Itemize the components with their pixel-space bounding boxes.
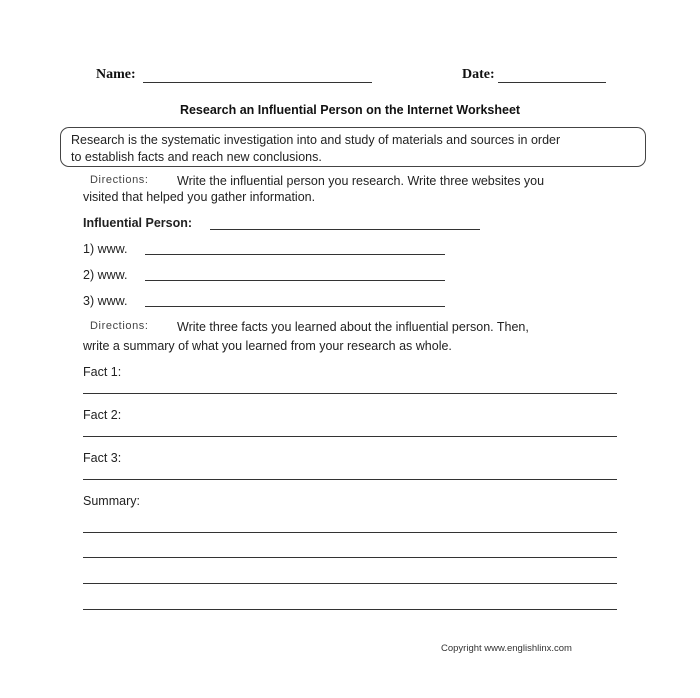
worksheet-title: Research an Influential Person on the Internet Worksheet xyxy=(179,103,521,117)
directions-1-line-1: Write the influential person you research. Write three websites you xyxy=(177,174,545,188)
influential-person-line[interactable] xyxy=(210,229,480,230)
website-3-label: 3) www. xyxy=(83,294,128,308)
name-line[interactable] xyxy=(143,82,372,83)
definition-line-2: to establish facts and reach new conclusions. xyxy=(71,150,322,164)
fact-2-label: Fact 2: xyxy=(83,408,122,422)
directions-label-1: Directions: xyxy=(90,174,149,186)
website-3-line[interactable] xyxy=(145,306,445,307)
name-label: Name: xyxy=(96,67,136,82)
fact-2-line[interactable] xyxy=(83,436,617,437)
directions-2-line-1: Write three facts you learned about the influential person. Then, xyxy=(177,320,529,334)
directions-2-line-2: write a summary of what you learned from your research as whole. xyxy=(83,339,452,353)
website-1-label: 1) www. xyxy=(83,242,128,256)
summary-line-2[interactable] xyxy=(83,557,617,558)
fact-3-line[interactable] xyxy=(83,479,617,480)
summary-line-4[interactable] xyxy=(83,609,617,610)
fact-3-label: Fact 3: xyxy=(83,451,122,465)
fact-1-label: Fact 1: xyxy=(83,365,122,379)
date-label: Date: xyxy=(462,67,495,82)
website-2-label: 2) www. xyxy=(83,268,128,282)
website-1-line[interactable] xyxy=(145,254,445,255)
definition-line-1: Research is the systematic investigation into and study of materials and sources in order xyxy=(71,133,561,147)
website-2-line[interactable] xyxy=(145,280,445,281)
directions-label-2: Directions: xyxy=(90,320,149,332)
summary-line-3[interactable] xyxy=(83,583,617,584)
summary-label: Summary: xyxy=(83,494,140,508)
summary-line-1[interactable] xyxy=(83,532,617,533)
date-line[interactable] xyxy=(498,82,606,83)
directions-1-line-2: visited that helped you gather information. xyxy=(83,190,316,204)
influential-person-label: Influential Person: xyxy=(83,216,193,230)
copyright-text: Copyright www.englishlinx.com xyxy=(441,643,572,654)
fact-1-line[interactable] xyxy=(83,393,617,394)
